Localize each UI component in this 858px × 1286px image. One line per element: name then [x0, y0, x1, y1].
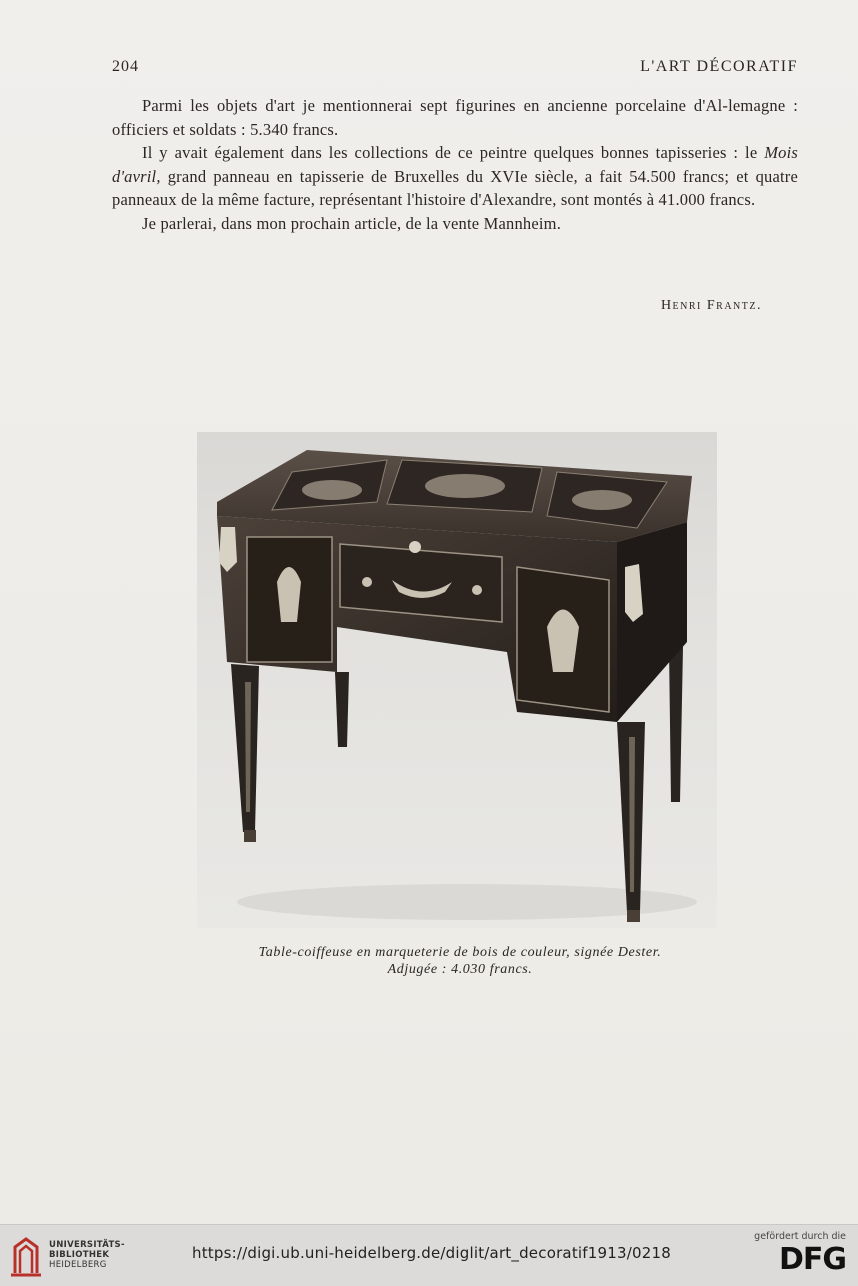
paragraph-figurines: Parmi les objets d'art je mentionnerai sept figurines en ancienne porcelaine d'Al-lemagne : officiers et soldats : 5.340 francs.: [112, 96, 798, 139]
library-emblem-icon: [9, 1235, 43, 1277]
library-name-line3: HEIDELBERG: [49, 1260, 107, 1270]
paragraph-tapisseries-start: Il y avait également dans les collections de ce peintre quelques bonnes tapisseries : le: [142, 143, 765, 162]
paragraph-tapisseries-end: grand panneau en tapisserie de Bruxelles du XVIe siècle, a fait 54.500 francs; et quatre panneaux de la même facture, représentant l'histoire d'Alexandre, sont montés à 41.000 francs.: [112, 166, 798, 209]
library-name-line1: UNIVERSITÄTS-: [49, 1240, 125, 1250]
viewer-footer: [0, 1224, 858, 1286]
university-library-logo-icon[interactable]: [9, 1235, 43, 1281]
page-number: 204: [112, 58, 139, 75]
figure-caption: [180, 944, 740, 978]
paragraph-mannheim: Je parlerai, dans mon prochain article, de la vente Mannheim.: [142, 213, 562, 233]
permalink-url[interactable]: https://digi.ub.uni-heidelberg.de/diglit/art_decoratif1913/0218: [192, 1244, 671, 1262]
library-name-line2: BIBLIOTHEK: [49, 1250, 110, 1260]
funding-label: gefördert durch die: [754, 1231, 846, 1242]
dressing-table-photograph: [197, 432, 717, 928]
caption-description: Table-coiffeuse en marqueterie de bois de couleur, signée Dester.: [258, 945, 662, 960]
paragraph-tapisseries: [112, 141, 798, 212]
funding-note: [754, 1231, 846, 1276]
tapestry-title: Mois d'avril,: [112, 143, 798, 186]
library-name: [49, 1240, 125, 1270]
caption-price: Adjugée : 4.030 francs.: [387, 962, 533, 977]
journal-title: L'ART DÉCORATIF: [640, 58, 798, 75]
dressing-table-image: [197, 432, 717, 928]
author-signature: Henri Frantz.: [660, 298, 762, 313]
dfg-logo[interactable]: DFG: [778, 1242, 846, 1277]
article-text: [112, 94, 798, 235]
